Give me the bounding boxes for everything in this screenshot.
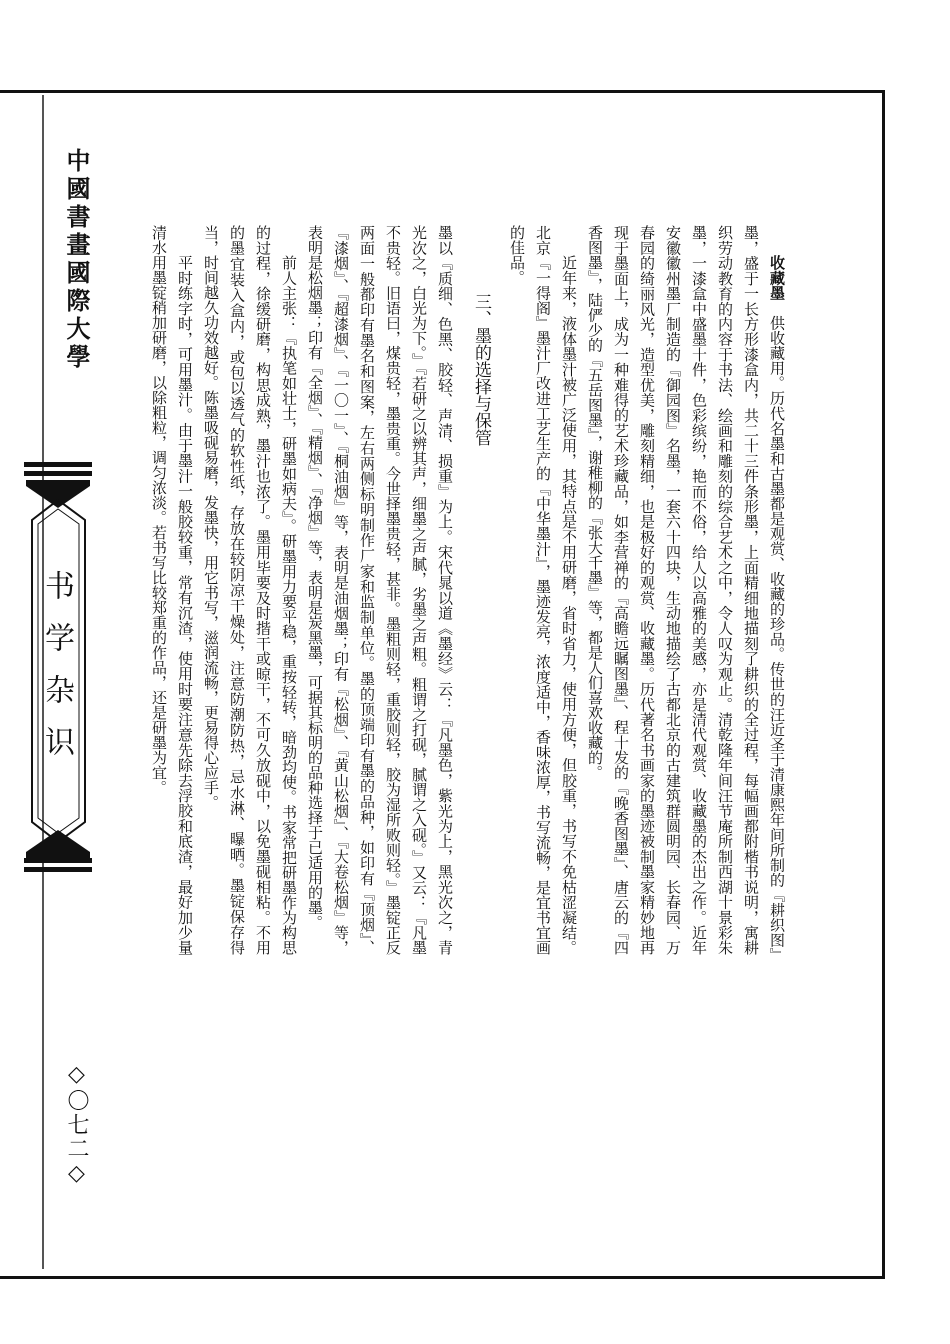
paragraph-ink-selection: 墨以『质细、色黑、胶轻、声清、损重』为上。宋代晁以道《墨经》云：『凡墨色，紫光为上，黑光次之，青光次之，白光为下。』『若研之以辨其声，细墨之声腻，劣墨之声粗。粗谓之打砚，腻谓之入砚。』又云：『凡墨不贵轻。旧语曰，煤贵轻，墨贵重。今世择墨贵轻，甚非。墨粗则轻，重胶则轻，胶为湿所败则轻。』墨锭正反两面一般都印有墨名和图案，左右两侧标明制作厂家和监制单位。墨的顶端印有墨的品种，如印有『顶烟』、『漆烟』、『超漆烟』、『一〇一』、『桐油烟』等，表明是油烟墨；印有『松烟』、『黄山松烟』、『大卷松烟』等，表明是松烟墨；印有『全烟』、『精烟』、『净烟』等，表明是炭黑墨，可据其标明的品种选择于已适用的墨。 <box>306 225 454 955</box>
paragraph-text: 供收藏用。历代名墨和古墨都是观赏、收藏的珍品。传世的汪近圣于清康熙年间所制的『耕织图』墨，盛于一长方形漆盒内，共二十三件条形墨，上面精细地描刻了耕织的全过程，每幅画都附楷书说明，寓耕织劳动教育的内容于书法、绘画和雕刻的综合艺术之中，令人叹为观止。清乾隆年间汪节庵所制西湖十景彩朱墨，一漆盒中盛墨十件，色彩缤纷，艳而不俗，给人以高雅的美感，亦是清代观赏、收藏墨的杰出之作。近年安徽徽州墨厂制造的『御园图』名墨，一套六十四块，生动地描绘了古都北京的古建筑群圆明园、长春园、万春园的绮丽风光，造型优美，雕刻精细，也是极好的观赏、收藏墨。历代著名书画家的墨迹被制墨家精妙地再现于墨面上，成为一种难得的艺术珍藏品，如李营禅的『高瞻远瞩图墨』、程十发的『晚香图墨』、唐云的『四香图墨』，陆俨少的『五岳图墨』，谢稚柳的『张大千墨』等，都是人们喜欢收藏的。 <box>586 225 786 956</box>
ornament-chevron-bottom <box>24 828 92 858</box>
section-heading: 三、墨的选择与保管 <box>471 293 491 446</box>
page-number: ◇〇七二◇ <box>64 1062 89 1188</box>
paragraph-collectible-ink <box>582 225 790 955</box>
article-body <box>140 225 790 955</box>
term-collectible-ink: 收藏墨 <box>768 255 786 301</box>
university-title: 中國書畫國際大學 <box>62 148 90 372</box>
ornament-bars-bottom <box>24 858 92 876</box>
paragraph-practice: 平时练字时，可用墨汁。由于墨汁一般胶较重，常有沉渣，使用时要注意先除去浮胶和底渣，最好加少量清水用墨锭稍加研磨，以除粗粒，调匀浓淡。若书写比较郑重的作品，还是研墨为宜。 <box>150 225 194 955</box>
paragraph-liquid-ink: 近年来，液体墨汁被广泛使用，其特点是不用研磨，省时省力，使用方便，但胶重，书写不免枯涩凝结。北京『一得阁』墨汁厂改进工艺生产的『中华墨汁』，墨迹发亮，浓度适中，香味浓厚，书写流畅，是宜书宜画的佳品。 <box>508 225 578 955</box>
paragraph-ink-grinding: 前人主张：『执笔如壮士，研墨如病夫』。研墨用力要平稳，重按轻转，暗劲均使。书家常把研墨作为构思的过程，徐缓研磨，构思成熟，墨汁也浓了。墨用毕要及时揩干或晾干，不可久放砚中，以免墨砚相粘。不用的墨宜装入盒内，或包以透气的软性纸，存放在较阴凉干燥处，注意防潮防热，忌水淋、曝晒。墨锭保存得当，时间越久功效越好。陈墨吸砚易磨，发墨快，用它书写，滋润流畅，更易得心应手。 <box>202 225 298 955</box>
ornament-bars-top <box>24 462 92 480</box>
book-section-title: 书学杂识 <box>39 570 74 778</box>
